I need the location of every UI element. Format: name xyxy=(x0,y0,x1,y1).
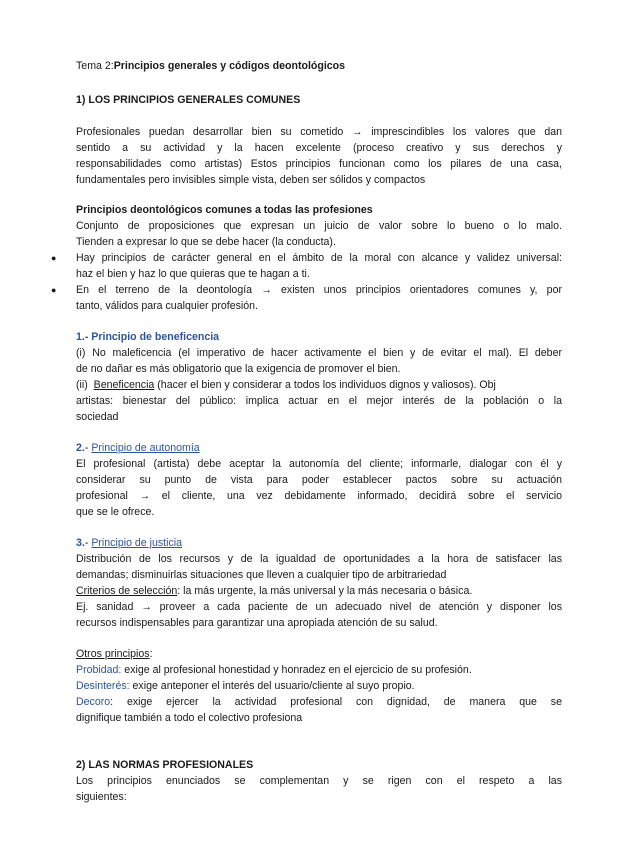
principle-beneficencia-heading: 1.- Principio de beneficencia xyxy=(76,331,220,343)
section1-heading-text: ) LOS PRINCIPIOS GENERALES COMUNES xyxy=(81,94,301,106)
autonomia-line: El profesional (artista) debe aceptar la autonomía del cliente; informarle, dialogar con él y xyxy=(76,458,562,470)
beneficencia-line: artistas: bienestar del público: implica actuar en el mejor interés de la población o la xyxy=(76,395,562,407)
probidad-label: Probidad: xyxy=(76,664,122,676)
beneficencia-line: de no dañar es más obligatorio que la exigencia de promover el bien. xyxy=(76,363,401,375)
intro-line: fundamentales pero invisibles simple vista, deben ser sólidos y compactos xyxy=(76,174,426,186)
decoro-text: : exige ejercer la actividad profesional con dignidad, de manera que se xyxy=(110,696,562,708)
ii-prefix: (ii) xyxy=(76,379,94,391)
probidad-text: exige al profesional honestidad y honradez en el ejercicio de su profesión. xyxy=(121,664,472,676)
principle-justicia-heading xyxy=(76,535,562,551)
beneficencia-line: sociedad xyxy=(76,411,119,423)
section2-heading-text: ) LAS NORMAS PROFESIONALES xyxy=(81,759,254,771)
beneficencia-ii-line xyxy=(76,377,562,393)
bullet-line: haz el bien y haz lo que quieras que te hagan a ti. xyxy=(76,268,310,280)
definition-line: Conjunto de proposiciones que expresan un juicio de valor sobre lo bueno o lo malo. xyxy=(76,220,562,232)
definition-line: Tienden a expresar lo que se debe hacer (la conducta). xyxy=(76,236,336,248)
justicia-line: Distribución de los recursos y de la igualdad de oportunidades a la hora de satisfacer las xyxy=(76,553,562,565)
section2-number: 2 xyxy=(76,759,82,771)
example-line: Ej. sanidad → proveer a cada paciente de un adecuado nivel de atención y disponer los xyxy=(76,601,562,613)
intro-line: sentido a su actividad y la hacen excelente (proceso creativo y sus derechos y xyxy=(76,142,562,154)
bullet-line: En el terreno de la deontología → existen unos principios orientadores comunes y, por xyxy=(76,284,562,296)
section2-line: siguientes: xyxy=(76,791,127,803)
bullet-icon: ● xyxy=(51,253,57,263)
criteria-rest: : la más urgente, la más universal y la más necesaria o básica. xyxy=(177,585,473,597)
section1-heading xyxy=(76,92,562,108)
desinteres-text: exige anteponer el interés del usuario/cliente al suyo propio. xyxy=(129,680,415,692)
bullet-line: Hay principios de carácter general en el ámbito de la moral con alcance y validez universal: xyxy=(76,252,562,264)
desinteres-label: Desinterés: xyxy=(76,680,130,692)
desinteres-line xyxy=(76,678,562,694)
p2-name-link[interactable]: Principio de autonomía xyxy=(91,442,200,454)
bullet-line: tanto, válidos para cualquier profesión. xyxy=(76,300,258,312)
others-heading xyxy=(76,646,562,662)
autonomia-line: que se le ofrece. xyxy=(76,506,155,518)
section2-line: Los principios enunciados se complementan y se rigen con el respeto a las xyxy=(76,775,562,787)
autonomia-line: profesional → el cliente, una vez debidamente informado, decidirá sobre el servicio xyxy=(76,490,562,502)
section1-number: 1 xyxy=(76,94,82,106)
beneficencia-line: (i) No maleficencia (el imperativo de hacer activamente el bien y de evitar el mal). El deber xyxy=(76,347,562,359)
decoro-line xyxy=(76,694,562,710)
autonomia-line: considerar su punto de vista para poder establecer pactos sobre su actuación xyxy=(76,474,562,486)
p2-dash: - xyxy=(84,442,92,454)
document-title xyxy=(76,58,562,74)
bullet-icon: ● xyxy=(51,285,57,295)
criteria-line xyxy=(76,583,562,599)
beneficencia-term: Beneficencia xyxy=(93,379,155,391)
section2-heading xyxy=(76,757,562,773)
p3-number: 3. xyxy=(76,537,85,549)
principle-autonomia-heading xyxy=(76,440,562,456)
decoro-continuation: dignifique también a todo el colectivo profesiona xyxy=(76,712,303,724)
justicia-line: demandas; disminuirlas situaciones que lleven a cualquier tipo de arbitrariedad xyxy=(76,569,447,581)
criteria-label: Criterios de selección xyxy=(76,585,178,597)
intro-line: Profesionales puedan desarrollar bien su cometido → imprescindibles los valores que dan xyxy=(76,126,562,138)
title-prefix: Tema 2: xyxy=(76,60,114,72)
p3-dash: - xyxy=(84,537,92,549)
title-main: Principios generales y códigos deontológicos xyxy=(113,60,346,72)
principles-subheading: Principios deontológicos comunes a todas las profesiones xyxy=(76,204,373,216)
decoro-label: Decoro xyxy=(76,696,111,708)
others-heading-colon: : xyxy=(149,648,153,660)
intro-line: responsabilidades como artistas) Estos principios funcionan como los pilares de una casa, xyxy=(76,158,562,170)
others-heading-text: Otros principios xyxy=(76,648,150,660)
p3-name-link[interactable]: Principio de justicia xyxy=(91,537,183,549)
example-line: recursos indispensables para garantizar una apropiada atención de su salud. xyxy=(76,617,438,629)
ii-rest: (hacer el bien y considerar a todos los individuos dignos y valiosos). Obj xyxy=(154,379,496,391)
probidad-line xyxy=(76,662,562,678)
p2-number: 2. xyxy=(76,442,85,454)
